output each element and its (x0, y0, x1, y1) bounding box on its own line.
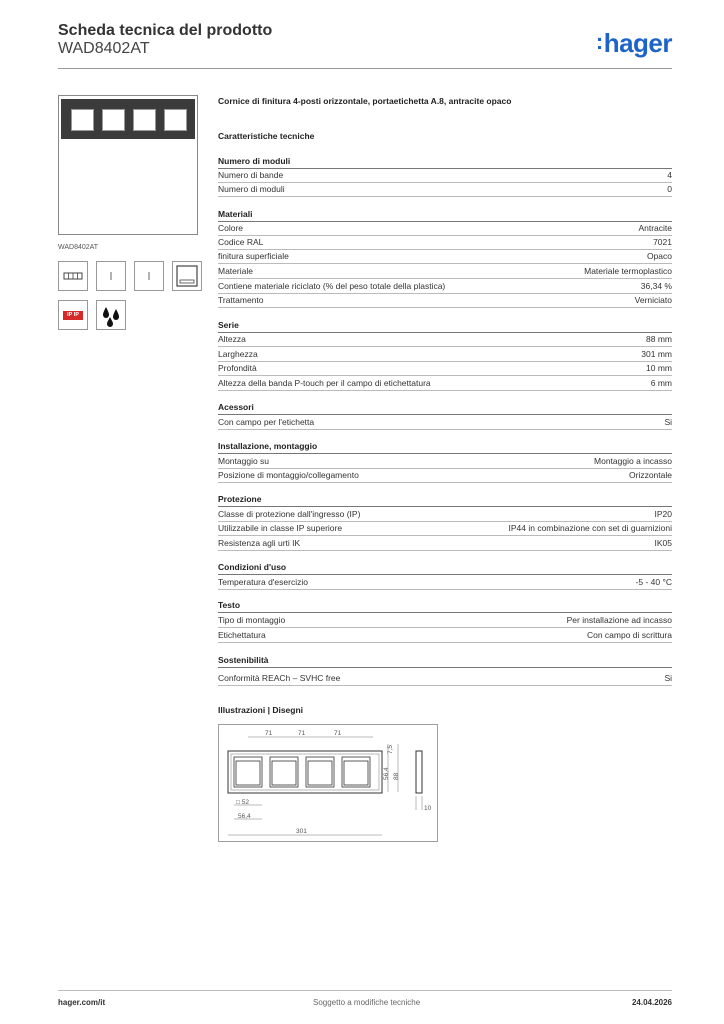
spec-label: Contiene materiale riciclato (% del peso totale della plastica) (218, 281, 446, 291)
spec-row (218, 183, 672, 197)
spec-row (218, 294, 672, 308)
spec-label: Colore (218, 223, 244, 233)
spec-value: 301 mm (641, 349, 672, 359)
footer-divider (58, 990, 672, 991)
technical-drawing (218, 724, 438, 842)
spec-value: Materiale termoplastico (584, 266, 672, 276)
spec-label: Conformità REACh – SVHC free (218, 673, 341, 683)
spec-row (218, 222, 672, 236)
spec-value: Si (664, 673, 672, 683)
product-code: WAD8402AT (58, 40, 150, 57)
specs-title: Caratteristiche tecniche (218, 131, 315, 141)
product-description: Cornice di finitura 4-posti orizzontale, portaetichetta A.8, antracite opaco (218, 96, 512, 106)
section-title: Materiali (218, 209, 672, 222)
spec-value: -5 - 40 °C (635, 577, 672, 587)
spec-value: Per installazione ad incasso (566, 615, 672, 625)
section-title: Testo (218, 600, 672, 613)
spec-row (218, 455, 672, 469)
dim-depth: 10 (424, 805, 432, 812)
logo-dots-icon: : (595, 29, 603, 54)
spec-row (218, 522, 672, 536)
spec-value: 88 mm (646, 334, 672, 344)
frame-slot (133, 109, 156, 131)
dim-square: □ 52 (236, 799, 249, 806)
dim-pitch-2: 71 (298, 730, 306, 737)
four-module-icon (58, 261, 88, 291)
spec-row (218, 280, 672, 294)
spec-row (218, 416, 672, 430)
spec-label: Altezza della banda P-touch per il campo di etichettatura (218, 378, 431, 388)
logo-text: hager (603, 28, 672, 58)
ip-badge-text: IP IP (67, 312, 79, 318)
product-image (58, 95, 198, 235)
spec-row (218, 537, 672, 551)
frame-slot (102, 109, 125, 131)
spec-label: Numero di bande (218, 170, 284, 180)
section-title: Protezione (218, 494, 672, 507)
spec-value: Antracite (638, 223, 672, 233)
spec-row (218, 236, 672, 250)
frame-slot (164, 109, 187, 131)
spec-label: finitura superficiale (218, 251, 289, 261)
spec-label: Utilizzabile in classe IP superiore (218, 523, 343, 533)
spec-value: 4 (667, 170, 672, 180)
spec-row (218, 265, 672, 279)
spec-value: 7021 (653, 237, 672, 247)
section-title: Numero di moduli (218, 156, 672, 169)
spec-value: IP44 in combinazione con set di guarnizioni (508, 523, 672, 533)
spec-value: IK05 (654, 538, 672, 548)
spec-value: 0 (667, 184, 672, 194)
single-module-icon (134, 261, 164, 291)
product-image-caption: WAD8402AT (58, 244, 99, 251)
illustrations-title: Illustrazioni | Disegni (218, 705, 304, 715)
spec-label: Trattamento (218, 295, 264, 305)
spec-row (218, 169, 672, 183)
frame-illustration (61, 99, 195, 139)
section-title: Serie (218, 320, 672, 333)
spec-value: Montaggio a incasso (594, 456, 672, 466)
dim-width-slot: 56,4 (238, 813, 251, 820)
spec-row (218, 508, 672, 522)
spec-value: IP20 (654, 509, 672, 519)
header-divider (58, 68, 672, 69)
section-title: Acessori (218, 402, 672, 415)
spec-label: Materiale (218, 266, 253, 276)
spec-value: Si (664, 417, 672, 427)
spec-label: Numero di moduli (218, 184, 285, 194)
spec-row (218, 362, 672, 376)
water-drops-icon (96, 300, 126, 330)
spec-row (218, 629, 672, 643)
spec-value: Orizzontale (629, 470, 672, 480)
spec-value: 6 mm (650, 378, 672, 388)
spec-row (218, 377, 672, 391)
spec-label: Tipo di montaggio (218, 615, 286, 625)
spec-row (218, 614, 672, 628)
spec-label: Etichettatura (218, 630, 266, 640)
dim-inner: 56,4 (383, 767, 390, 780)
single-module-icon (96, 261, 126, 291)
spec-label: Larghezza (218, 349, 258, 359)
spec-row (218, 250, 672, 264)
spec-row (218, 469, 672, 483)
spec-label: Profondità (218, 363, 257, 373)
dim-top: 7,5 (387, 744, 394, 754)
dim-pitch-1: 71 (265, 730, 273, 737)
section-title: Installazione, montaggio (218, 441, 672, 454)
spec-label: Codice RAL (218, 237, 264, 247)
spec-row (218, 333, 672, 347)
spec-label: Altezza (218, 334, 246, 344)
spec-label: Resistenza agli urti IK (218, 538, 301, 548)
spec-row (218, 348, 672, 362)
spec-label: Con campo per l'etichetta (218, 417, 315, 427)
spec-row (218, 672, 672, 686)
spec-value: Opaco (646, 251, 672, 261)
section-title: Condizioni d'uso (218, 562, 672, 575)
footer-website[interactable]: hager.com/it (58, 998, 106, 1007)
spec-row (218, 576, 672, 590)
section-title: Sostenibilità (218, 655, 672, 668)
label-holder-icon (172, 261, 202, 291)
hager-logo (596, 28, 672, 59)
spec-value: Verniciato (634, 295, 672, 305)
spec-value: 10 mm (646, 363, 672, 373)
spec-label: Classe di protezione dall'ingresso (IP) (218, 509, 361, 519)
dim-total: 301 (296, 828, 307, 835)
ip-rating-icon (58, 300, 88, 330)
footer-date: 24.04.2026 (631, 998, 672, 1007)
footer-note: Soggetto a modifiche tecniche (313, 998, 421, 1007)
page-title: Scheda tecnica del prodotto (58, 22, 273, 39)
spec-label: Montaggio su (218, 456, 270, 466)
dim-pitch-3: 71 (334, 730, 342, 737)
spec-value: 36,34 % (640, 281, 672, 291)
spec-value: Con campo di scrittura (586, 630, 672, 640)
frame-slot (71, 109, 94, 131)
spec-label: Temperatura d'esercizio (218, 577, 308, 587)
spec-label: Posizione di montaggio/collegamento (218, 470, 359, 480)
dim-height: 88 (393, 772, 400, 780)
